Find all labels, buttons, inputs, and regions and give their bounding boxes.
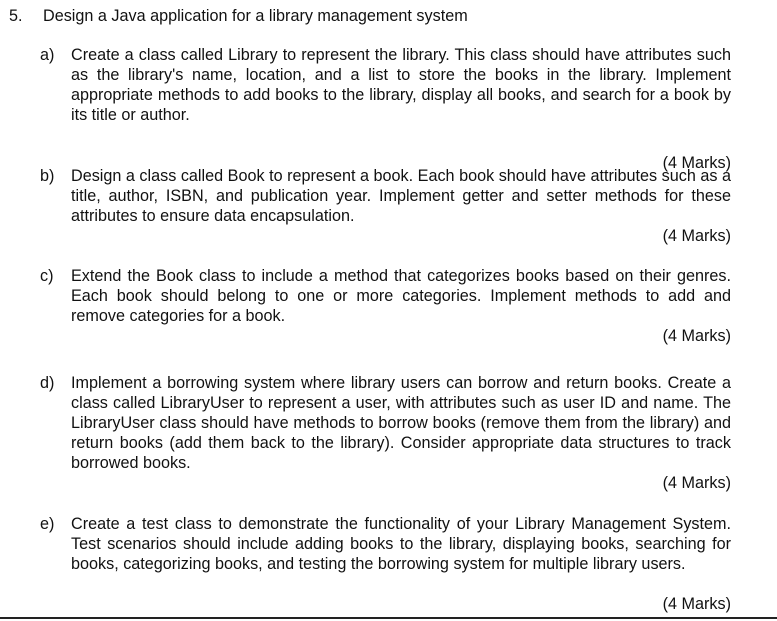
bottom-divider: [0, 617, 777, 619]
question-title: Design a Java application for a library management system: [43, 7, 468, 25]
question-header: [9, 6, 468, 26]
part-text: Design a class called Book to represent a book. Each book should have attributes such as a title, author, ISBN, and publication year. Implement getter and setter methods for these attributes to ensure data encapsulation.: [71, 167, 731, 225]
part-marks: (4 Marks): [662, 227, 731, 245]
part-marks: (4 Marks): [662, 474, 731, 492]
part-marks: (4 Marks): [662, 595, 731, 613]
part-text: Create a test class to demonstrate the functionality of your Library Management System. Test scenarios should include adding books to the library, displaying books, searching for books, categorizing books, and testing the borrowing system for multiple library users.: [71, 515, 731, 573]
part-marks: (4 Marks): [662, 327, 731, 345]
question-number: 5.: [9, 7, 23, 25]
part-marks: (4 Marks): [662, 154, 731, 172]
part-label: d): [40, 374, 55, 392]
part-text: Create a class called Library to represent the library. This class should have attributes such as the library's name, location, and a list to store the books in the library. Implement appropriate methods to add books to the library, display all books, and search for a book by its title or author.: [71, 46, 731, 124]
part-text: Implement a borrowing system where library users can borrow and return books. Create a class called LibraryUser to represent a user, with attributes such as user ID and name. The LibraryUser class should have methods to borrow books (remove them from the library) and return books (add them back to the library). Consider appropriate data structures to track borrowed books.: [71, 374, 731, 472]
part-text: Extend the Book class to include a method that categorizes books based on their genres. Each book should belong to one or more categories. Implement methods to add and remove categories for a book.: [71, 267, 731, 325]
part-label: a): [40, 46, 55, 64]
part-label: c): [40, 267, 54, 285]
part-label: b): [40, 167, 55, 185]
part-label: e): [40, 515, 55, 533]
